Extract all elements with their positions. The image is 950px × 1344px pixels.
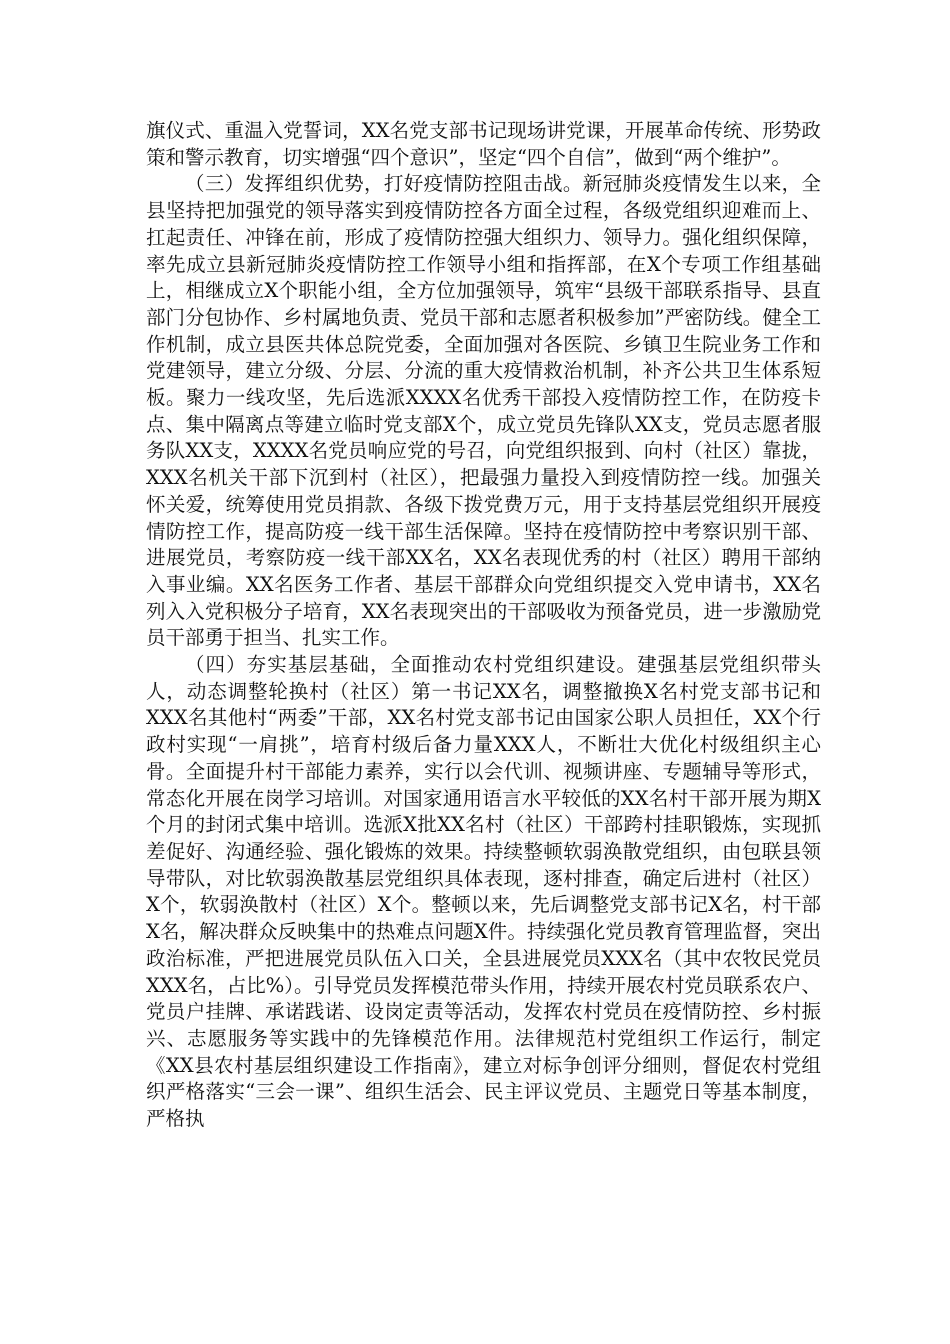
- paragraph-section-three: （三）发挥组织优势，打好疫情防控阻击战。新冠肺炎疫情发生以来，全县坚持把加强党的领导落实到疫情防控各方面全过程，各级党组织迎难而上、扛起责任、冲锋在前，形成了疫情防控强大组织力、领导力。强化组织保障，率先成立县新冠肺炎疫情防控工作领导小组和指挥部，在X个专项工作组基础上，相继成立X个职能小组，全方位加强领导，筑牢“县级干部联系指导、县直部门分包协作、乡村属地负责、党员干部和志愿者积极参加”严密防线。健全工作机制，成立县医共体总院党委，全面加强对各医院、乡镇卫生院业务工作和党建领导，建立分级、分层、分流的重大疫情救治机制，补齐公共卫生体系短板。聚力一线攻坚，先后选派XXXX名优秀干部投入疫情防控工作，在防疫卡点、集中隔离点等建立临时党支部X个，成立党员先锋队XX支，党员志愿者服务队XX支，XXXX名党员响应党的号召，向党组织报到、向村（社区）靠拢，XXX名机关干部下沉到村（社区），把最强力量投入到疫情防控一线。加强关怀关爱，统筹使用党员捐款、各级下拨党费万元，用于支持基层党组织开展疫情防控工作，提高防疫一线干部生活保障。坚持在疫情防控中考察识别干部、进展党员，考察防疫一线干部XX名，XX名表现优秀的村（社区）聘用干部纳入事业编。XX名医务工作者、基层干部群众向党组织提交入党申请书，XX名列入入党积极分子培育，XX名表现突出的干部吸收为预备党员，进一步激励党员干部勇于担当、扎实工作。: [146, 172, 821, 650]
- document-page: [146, 118, 821, 1133]
- paragraph-section-four: （四）夯实基层基础，全面推动农村党组织建设。建强基层党组织带头人，动态调整轮换村（社区）第一书记XX名，调整撤换X名村党支部书记和XXX名其他村“两委”干部，XX名村党支部书记由国家公职人员担任，XX个行政村实现“一肩挑”，培育村级后备力量XXX人，不断壮大优化村级组织主心骨。全面提升村干部能力素养，实行以会代训、视频讲座、专题辅导等形式，常态化开展在岗学习培训。对国家通用语言水平较低的XX名村干部开展为期X个月的封闭式集中培训。选派X批XX名村（社区）干部跨村挂职锻炼，实现抓差促好、沟通经验、强化锻炼的效果。持续整顿软弱涣散党组织，由包联县领导带队，对比软弱涣散基层党组织具体表现，逐村排查，确定后进村（社区）X个，软弱涣散村（社区）X个。整顿以来，先后调整党支部书记X名，村干部X名，解决群众反映集中的热难点问题X件。持续强化党员教育管理监督，突出政治标准，严把进展党员队伍入口关，全县进展党员XXX名（其中农牧民党员XXX名，占比%）。引导党员发挥模范带头作用，持续开展农村党员联系农户、党员户挂牌、承诺践诺、设岗定责等活动，发挥农村党员在疫情防控、乡村振兴、志愿服务等实践中的先锋模范作用。法律规范村党组织工作运行，制定《XX县农村基层组织建设工作指南》，建立对标争创评分细则，督促农村党组织严格落实“三会一课”、组织生活会、民主评议党员、主题党日等基本制度，严格执: [146, 653, 821, 1131]
- paragraph-continuation: 旗仪式、重温入党誓词，XX名党支部书记现场讲党课，开展革命传统、形势政策和警示教育，切实增强“四个意识”，坚定“四个自信”，做到“两个维护”。: [146, 119, 821, 169]
